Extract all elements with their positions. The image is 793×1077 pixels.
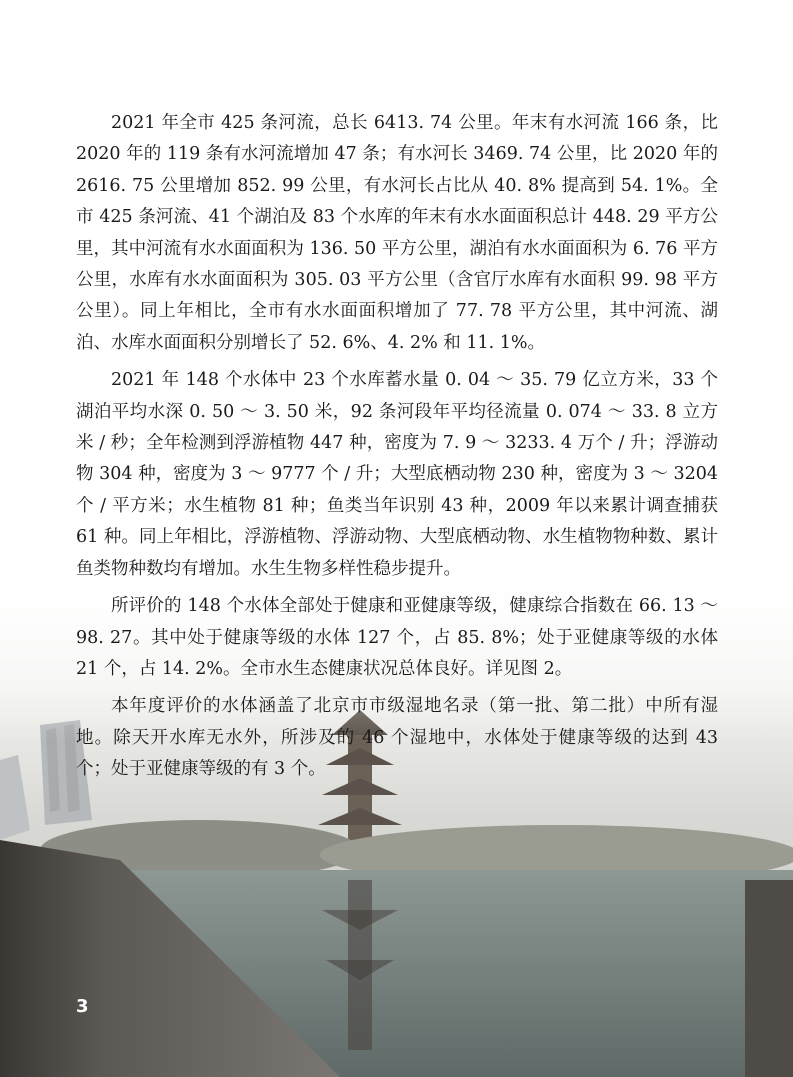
page-number: 3 bbox=[76, 996, 89, 1017]
paragraph-water-bodies-biodiversity: 2021 年 148 个水体中 23 个水库蓄水量 0. 04 ～ 35. 79 亿立方米，33 个湖泊平均水深 0. 50 ～ 3. 50 米，92 条河段年平均径流量 0. 074 ～ 33. 8 立方米 / 秒；全年检测到浮游植物 447 种，密度为 7. 9 ～ 3233. 4 万个 / 升；浮游动物 304 种，密度为 3 ～ 9777 个 / 升；大型底栖动物 230 种，密度为 3 ～ 3204 个 / 平方米；水生植物 81 种；鱼类当年识别 43 种，2009 年以来累计调查捕获 61 种。同上年相比，浮游植物、浮游动物、大型底栖动物、水生植物物种数、累计鱼类物种数均有增加。水生生物多样性稳步提升。 bbox=[76, 370, 718, 579]
paragraph-wetland-coverage: 本年度评价的水体涵盖了北京市市级湿地名录（第一批、第二批）中所有湿地。除天开水库无水外，所涉及的 46 个湿地中，水体处于健康等级的达到 43 个；处于亚健康等级的有 3 个。 bbox=[76, 696, 718, 780]
paragraph-river-statistics: 2021 年全市 425 条河流，总长 6413. 74 公里。年末有水河流 166 条，比 2020 年的 119 条有水河流增加 47 条；有水河长 3469. 74 公里，比 2020 年的 2616. 75 公里增加 852. 99 公里，有水河长占比从 40. 8% 提高到 54. 1%。全市 425 条河流、41 个湖泊及 83 个水库的年末有水水面面积总计 448. 29 平方公里，其中河流有水水面面积为 136. 50 平方公里，湖泊有水水面面积为 6. 76 平方公里，水库有水水面面积为 305. 03 平方公里（含官厅水库有水面积 99. 98 平方公里）。同上年相比，全市有水水面面积增加了 77. 78 平方公里，其中河流、湖泊、水库水面面积分别增长了 52. 6%、4. 2% 和 11. 1%。 bbox=[76, 113, 718, 353]
body-text bbox=[76, 108, 718, 792]
paragraph-health-evaluation: 所评价的 148 个水体全部处于健康和亚健康等级，健康综合指数在 66. 13 ～ 98. 27。其中处于健康等级的水体 127 个，占 85. 8%；处于亚健康等级的水体 21 个，占 14. 2%。全市水生态健康状况总体良好。详见图 2。 bbox=[76, 596, 718, 679]
